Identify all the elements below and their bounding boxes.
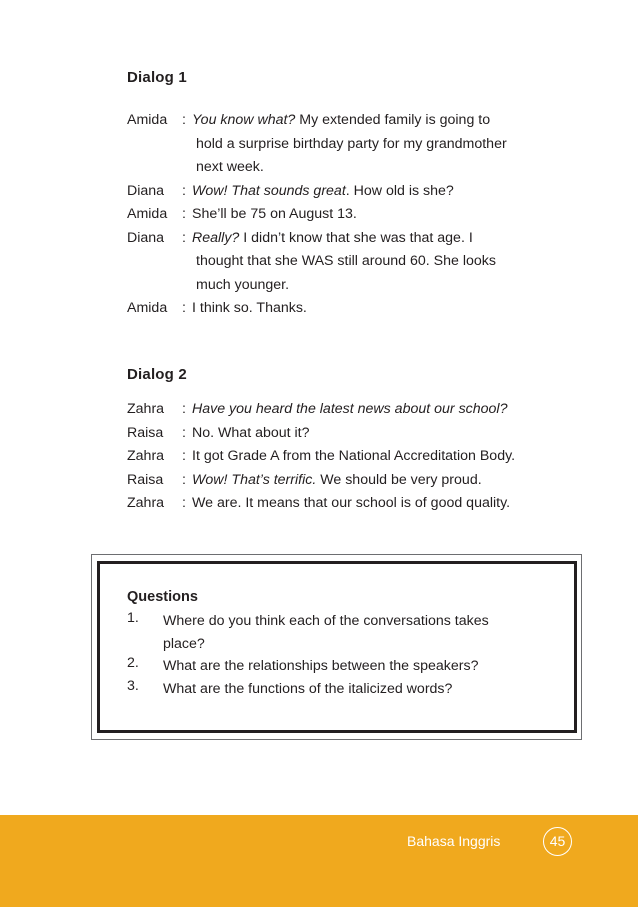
italic-phrase: Wow! That’s terrific. (192, 471, 317, 488)
dialog-line (127, 297, 587, 321)
utterance-text: thought that she WAS still around 60. She looks (196, 253, 496, 269)
utterance-text: hold a surprise birthday party for my grandmother (196, 135, 507, 152)
book-title: Bahasa Inggris (407, 833, 501, 849)
utterance (196, 274, 289, 298)
utterance-text: It got Grade A from the National Accreditation Body. (192, 448, 516, 464)
utterance (192, 227, 473, 251)
dialog-line (127, 250, 587, 274)
question-item (127, 678, 567, 701)
dialog-line (127, 445, 587, 469)
footer-band (0, 815, 638, 907)
questions-list (127, 610, 567, 700)
utterance-text: No. What about it? (192, 424, 310, 441)
utterance (192, 109, 490, 133)
speaker-colon: : (182, 471, 186, 488)
utterance (192, 422, 310, 446)
speaker-colon: : (182, 448, 186, 464)
question-number: 2. (127, 655, 139, 671)
question-number: 1. (127, 610, 139, 626)
speaker-colon: : (182, 182, 186, 199)
question-text: Where do you think each of the conversations takes place? (163, 613, 489, 652)
speaker-colon: : (182, 300, 186, 316)
speaker-colon: : (182, 229, 186, 246)
dialog-line (127, 156, 587, 180)
utterance (192, 469, 482, 493)
speaker-colon: : (182, 401, 186, 417)
speaker-colon: : (182, 495, 186, 511)
italic-phrase: Have you heard the latest news about our school? (192, 401, 508, 417)
italic-phrase: Wow! That sounds great (192, 182, 346, 199)
utterance (196, 156, 264, 180)
utterance (192, 297, 307, 321)
utterance-text: next week. (196, 159, 264, 175)
dialog-line (127, 227, 587, 251)
utterance (196, 250, 496, 274)
dialog-2 (127, 398, 587, 516)
question-item (127, 610, 567, 655)
dialog-line (127, 422, 587, 446)
speaker-colon: : (182, 424, 186, 441)
speaker-name: Amida (127, 206, 168, 222)
speaker-name: Amida (127, 112, 168, 128)
speaker-name: Zahra (127, 401, 165, 417)
utterance (192, 203, 357, 227)
dialog-2-title: Dialog 2 (127, 366, 187, 383)
speaker-name: Raisa (127, 424, 164, 441)
utterance-text: I think so. Thanks. (192, 300, 307, 316)
dialog-line (127, 469, 587, 493)
utterance-text: We are. It means that our school is of good quality. (192, 495, 511, 511)
question-text: What are the relationships between the speakers? (163, 658, 479, 674)
page-number: 45 (543, 827, 572, 856)
dialog-line (127, 180, 587, 204)
utterance (192, 492, 510, 516)
utterance-text: We should be very proud. (316, 471, 482, 488)
speaker-name: Amida (127, 300, 168, 316)
speaker-name: Zahra (127, 448, 165, 464)
dialog-line (127, 274, 587, 298)
speaker-name: Diana (127, 182, 165, 199)
utterance-text: She’ll be 75 on August 13. (192, 206, 357, 222)
utterance (192, 445, 515, 469)
speaker-colon: : (182, 112, 186, 128)
italic-phrase: Really? (192, 229, 240, 246)
utterance (196, 133, 507, 157)
speaker-colon: : (182, 206, 186, 222)
dialog-line (127, 203, 587, 227)
italic-phrase: You know what? (192, 112, 296, 128)
question-text: What are the functions of the italicized words? (163, 680, 453, 697)
dialog-1-title: Dialog 1 (127, 69, 187, 86)
utterance (192, 398, 507, 422)
utterance-text: My extended family is going to (295, 112, 491, 128)
questions-title: Questions (127, 589, 198, 605)
utterance-text: much younger. (196, 276, 290, 293)
question-item (127, 655, 567, 678)
speaker-name: Zahra (127, 495, 165, 511)
dialog-line (127, 133, 587, 157)
dialog-1 (127, 109, 587, 321)
speaker-name: Raisa (127, 471, 164, 488)
utterance (192, 180, 454, 204)
utterance-text: I didn’t know that she was that age. I (239, 229, 473, 246)
dialog-line (127, 109, 587, 133)
dialog-line (127, 398, 587, 422)
utterance-text: . How old is she? (345, 182, 454, 199)
dialog-line (127, 492, 587, 516)
speaker-name: Diana (127, 229, 165, 246)
question-number: 3. (127, 677, 139, 694)
